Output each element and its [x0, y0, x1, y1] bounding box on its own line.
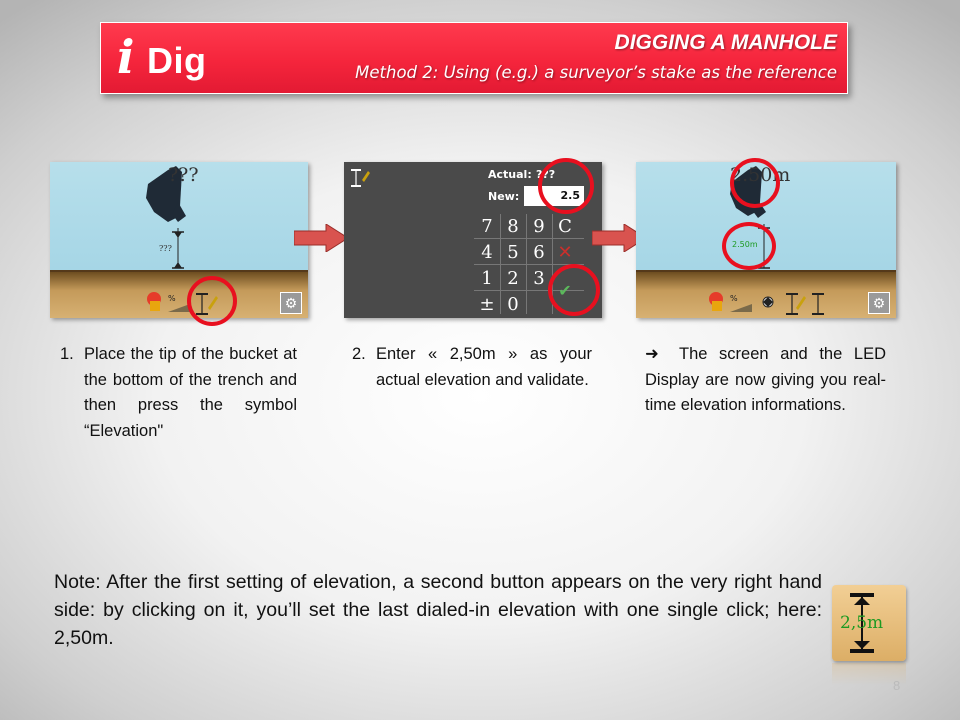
step-text: Place the tip of the bucket at the bottom of the trench and then press the symbol “Elevation" [84, 345, 297, 440]
key-6[interactable]: 6 [533, 242, 545, 263]
elevation-readout: ??? [168, 164, 199, 186]
highlight-ring-elevation [187, 276, 237, 326]
svg-text:%: % [730, 294, 738, 303]
elevation-recall-label: 2,5m [840, 613, 884, 633]
key-plus-minus[interactable]: ± [479, 294, 495, 315]
gear-icon: ⚙ [872, 294, 886, 311]
app-screen-step-1 [50, 162, 308, 318]
note-paragraph: Note: After the first setting of elevation, a second button appears on the very right hand side: by clicking on it, you’ll set the last dialed-in elevation with one single click; here: 2,50m. [54, 571, 822, 649]
cancel-button[interactable]: ✕ [557, 242, 573, 263]
small-readout: ??? [159, 244, 172, 253]
settings-button[interactable] [280, 292, 302, 314]
gear-icon: ⚙ [284, 294, 298, 311]
key-4[interactable]: 4 [481, 242, 493, 263]
key-9[interactable]: 9 [533, 216, 545, 237]
key-clear[interactable]: C [558, 216, 572, 237]
elevation-recall-button[interactable] [832, 585, 906, 661]
highlight-ring-validate [548, 264, 600, 316]
elevation-symbol-icon [350, 168, 370, 188]
arrow-bullet-icon: ➜ [645, 345, 659, 363]
step-number: 2. [352, 345, 366, 363]
actual-label: Actual: [488, 168, 532, 181]
highlight-ring-readout [730, 158, 780, 208]
step-1 [60, 342, 297, 444]
highlight-ring-badge [722, 222, 776, 270]
new-elevation-input[interactable]: 2.5 [524, 186, 584, 206]
new-label: New: [488, 190, 520, 203]
slide-title: DIGGING A MANHOLE [614, 31, 837, 54]
key-5[interactable]: 5 [507, 242, 519, 263]
title-banner: i Dig DIGGING A MANHOLE Method 2: Using (e.g.) a surveyor’s stake as the reference [100, 22, 848, 94]
step-text: The screen and the LED Display are now giving you real-time elevation informations. [645, 345, 886, 414]
actual-value: ??? [536, 168, 556, 181]
slide-subtitle: Method 2: Using (e.g.) a surveyor’s stake as the reference [355, 63, 837, 82]
key-7[interactable]: 7 [481, 216, 493, 237]
elevation-readout: 2.50m [730, 164, 791, 186]
page-number: 8 [893, 678, 901, 693]
step-number: 1. [60, 345, 74, 363]
key-2[interactable]: 2 [507, 268, 519, 289]
svg-text:%: % [168, 294, 176, 303]
validate-checkmark-icon[interactable]: ✔ [558, 281, 572, 300]
key-8[interactable]: 8 [507, 216, 519, 237]
key-3[interactable]: 3 [533, 268, 545, 289]
step-text: Enter « 2,50m » as your actual elevation and validate. [376, 345, 592, 389]
highlight-ring-input [538, 158, 594, 214]
step-2 [352, 342, 592, 393]
key-0[interactable]: 0 [507, 294, 519, 315]
step-3 [645, 342, 886, 419]
key-1[interactable]: 1 [481, 268, 493, 289]
settings-button[interactable] [868, 292, 890, 314]
right-arrow-icon [294, 224, 348, 252]
elevation-badge: 2.50m [732, 240, 758, 249]
